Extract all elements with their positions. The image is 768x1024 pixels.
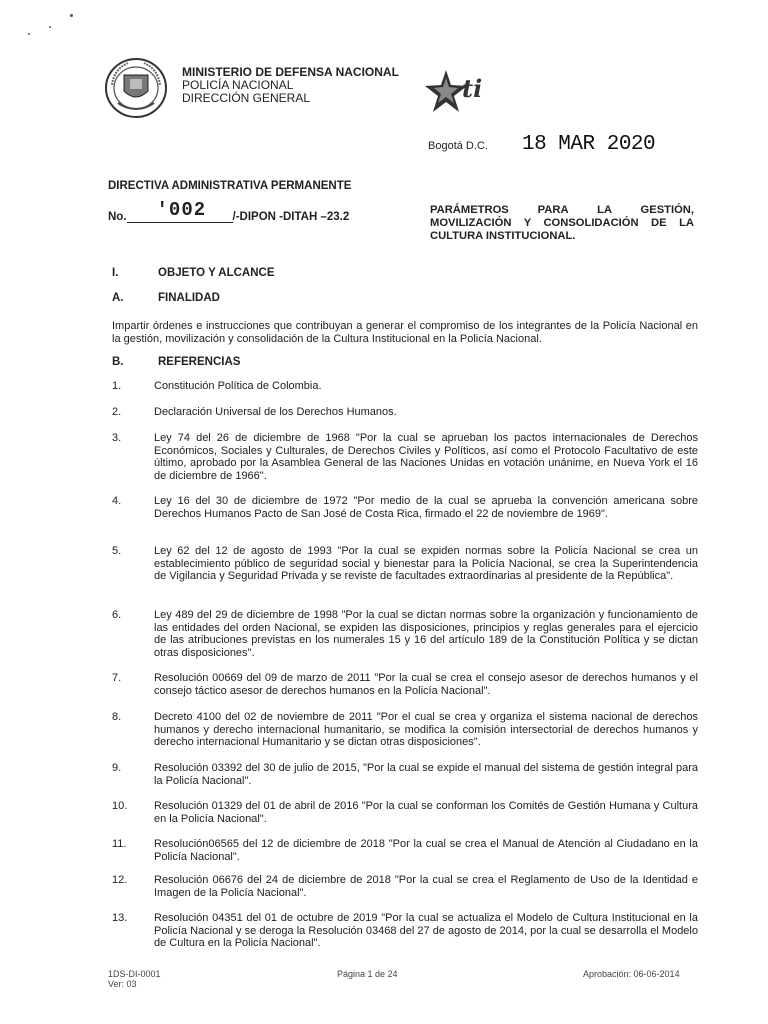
footer-page-number: Página 1 de 24: [337, 969, 398, 979]
reference-text: Resolución 01329 del 01 de abril de 2016 "Por la cual se conforman los Comités de Gestión Humana y Cultura en la Policía Nacional".: [154, 800, 698, 825]
date-stamp: 18 MAR 2020: [522, 133, 656, 156]
footer-approval-date: Aprobación: 06-06-2014: [583, 969, 680, 979]
subsection-letter: A.: [112, 292, 124, 304]
police-name: POLICÍA NACIONAL: [182, 78, 294, 92]
ministry-name: MINISTERIO DE DEFENSA NACIONAL: [182, 65, 399, 79]
document-code: /-DIPON -DITAH –23.2: [232, 211, 350, 223]
reference-text: Resolución 04351 del 01 de octubre de 2019 "Por la cual se actualiza el Modelo de Cultura Institucional en la Policía Nacional y se deroga la Resolución 03468 del 27 de agosto de 2014, por la cual se desarrolla el Modelo de Cultura en la Policía Nacional".: [154, 912, 698, 949]
subsection-title: REFERENCIAS: [158, 356, 241, 368]
reference-number: 5.: [112, 545, 122, 557]
reference-text: Resolución 06676 del 24 de diciembre de 2018 "Por la cual se crea el Reglamento de Uso de la Identidad e Imagen de la Policía Nacional".: [154, 874, 698, 899]
subsection-letter: B.: [112, 356, 124, 368]
scan-speck: [49, 26, 51, 28]
organization-header: [182, 66, 399, 105]
finalidad-paragraph: Impartir órdenes e instrucciones que contribuyan a generar el compromiso de los integrantes de la Policía Nacional en la gestión, movilización y consolidación de la Cultura Institucional en la Policía Nacional.: [112, 320, 698, 345]
document-subject: PARÁMETROS PARA LA GESTIÓN, MOVILIZACIÓN Y CONSOLIDACIÓN DE LA CULTURA INSTITUCIONAL.: [430, 204, 694, 242]
footer-version: Ver: 03: [108, 979, 137, 989]
reference-number: 11.: [112, 838, 127, 850]
footer-doc-info: [108, 969, 161, 989]
section-title: OBJETO Y ALCANCE: [158, 267, 275, 279]
brand-logo-text: ti: [462, 74, 483, 103]
document-number-line: [108, 199, 350, 223]
police-seal-icon: [104, 57, 168, 119]
reference-text: Ley 16 del 30 de diciembre de 1972 "Por medio de la cual se aprueba la convención americana sobre Derechos Humanos Pacto de San José de Costa Rica, firmado el 22 de noviembre de 1969".: [154, 495, 698, 520]
reference-text: Resolución 00669 del 09 de marzo de 2011 "Por la cual se crea el consejo asesor de derechos humanos y el consejo táctico asesor de derechos humanos en la Policía Nacional".: [154, 672, 698, 697]
reference-text: Constitución Política de Colombia.: [154, 380, 322, 392]
number-label: No.: [108, 211, 127, 223]
reference-text: Declaración Universal de los Derechos Humanos.: [154, 406, 397, 418]
reference-number: 7.: [112, 672, 122, 684]
subsection-title: FINALIDAD: [158, 292, 220, 304]
city-label: Bogotá D.C.: [428, 140, 488, 152]
document-type-title: DIRECTIVA ADMINISTRATIVA PERMANENTE: [108, 180, 352, 192]
reference-number: 13.: [112, 912, 128, 924]
document-number: '002: [156, 199, 207, 221]
reference-number: 10.: [112, 800, 128, 812]
reference-text: Ley 62 del 12 de agosto de 1993 "Por la cual se expiden normas sobre la Policía Nacional se crea un establecimiento público de seguridad social y bienestar para la Policía Nacional, se crea la Superintendencia de Vigilancia y Seguridad Privada y se reviste de facultades extraordinarias al presidente de la República".: [154, 545, 698, 582]
directorate-name: DIRECCIÓN GENERAL: [182, 91, 311, 105]
reference-number: 9.: [112, 762, 122, 774]
number-blank: [127, 199, 233, 223]
reference-number: 3.: [112, 432, 122, 444]
reference-number: 2.: [112, 406, 122, 418]
reference-number: 4.: [112, 495, 122, 507]
reference-text: Resolución06565 del 12 de diciembre de 2018 "Por la cual se crea el Manual de Atención al Ciudadano en la Policía Nacional".: [154, 838, 698, 863]
reference-text: Resolución 03392 del 30 de julio de 2015, "Por la cual se expide el manual del sistema de gestión integral para la Policía Nacional".: [154, 762, 698, 787]
scan-speck: [28, 33, 30, 35]
reference-number: 1.: [112, 380, 122, 392]
reference-text: Ley 74 del 26 de diciembre de 1968 "Por la cual se aprueban los pactos internacionales de Derechos Económicos, Sociales y Culturales, de Derechos Civiles y Políticos, así como el Protocolo Facultativo de este último, aprobado por la Asamblea General de las Naciones Unidas en votación unánime, en Nueva York el 16 de diciembre de 1966".: [154, 432, 698, 482]
scan-speck: [70, 14, 73, 17]
reference-text: Ley 489 del 29 de diciembre de 1998 "Por la cual se dictan normas sobre la organización y funcionamiento de las entidades del orden Nacional, se expiden las disposiciones, principios y reglas generales para el ejercicio de las atribuciones previstas en los numerales 15 y 16 del artículo 189 de la Constitución Política y se dictan otras disposiciones".: [154, 609, 698, 659]
section-number: I.: [112, 267, 119, 279]
reference-number: 8.: [112, 711, 122, 723]
footer-doc-code: 1DS-DI-0001: [108, 969, 161, 979]
reference-text: Decreto 4100 del 02 de noviembre de 2011 "Por el cual se crea y organiza el sistema nacional de derechos humanos y derecho internacional humanitario, se modifica la comisión intersectorial de derechos humanos y derecho internacional Humanitario y se dictan otras disposiciones".: [154, 711, 698, 748]
reference-number: 6.: [112, 609, 122, 621]
reference-number: 12.: [112, 874, 128, 886]
